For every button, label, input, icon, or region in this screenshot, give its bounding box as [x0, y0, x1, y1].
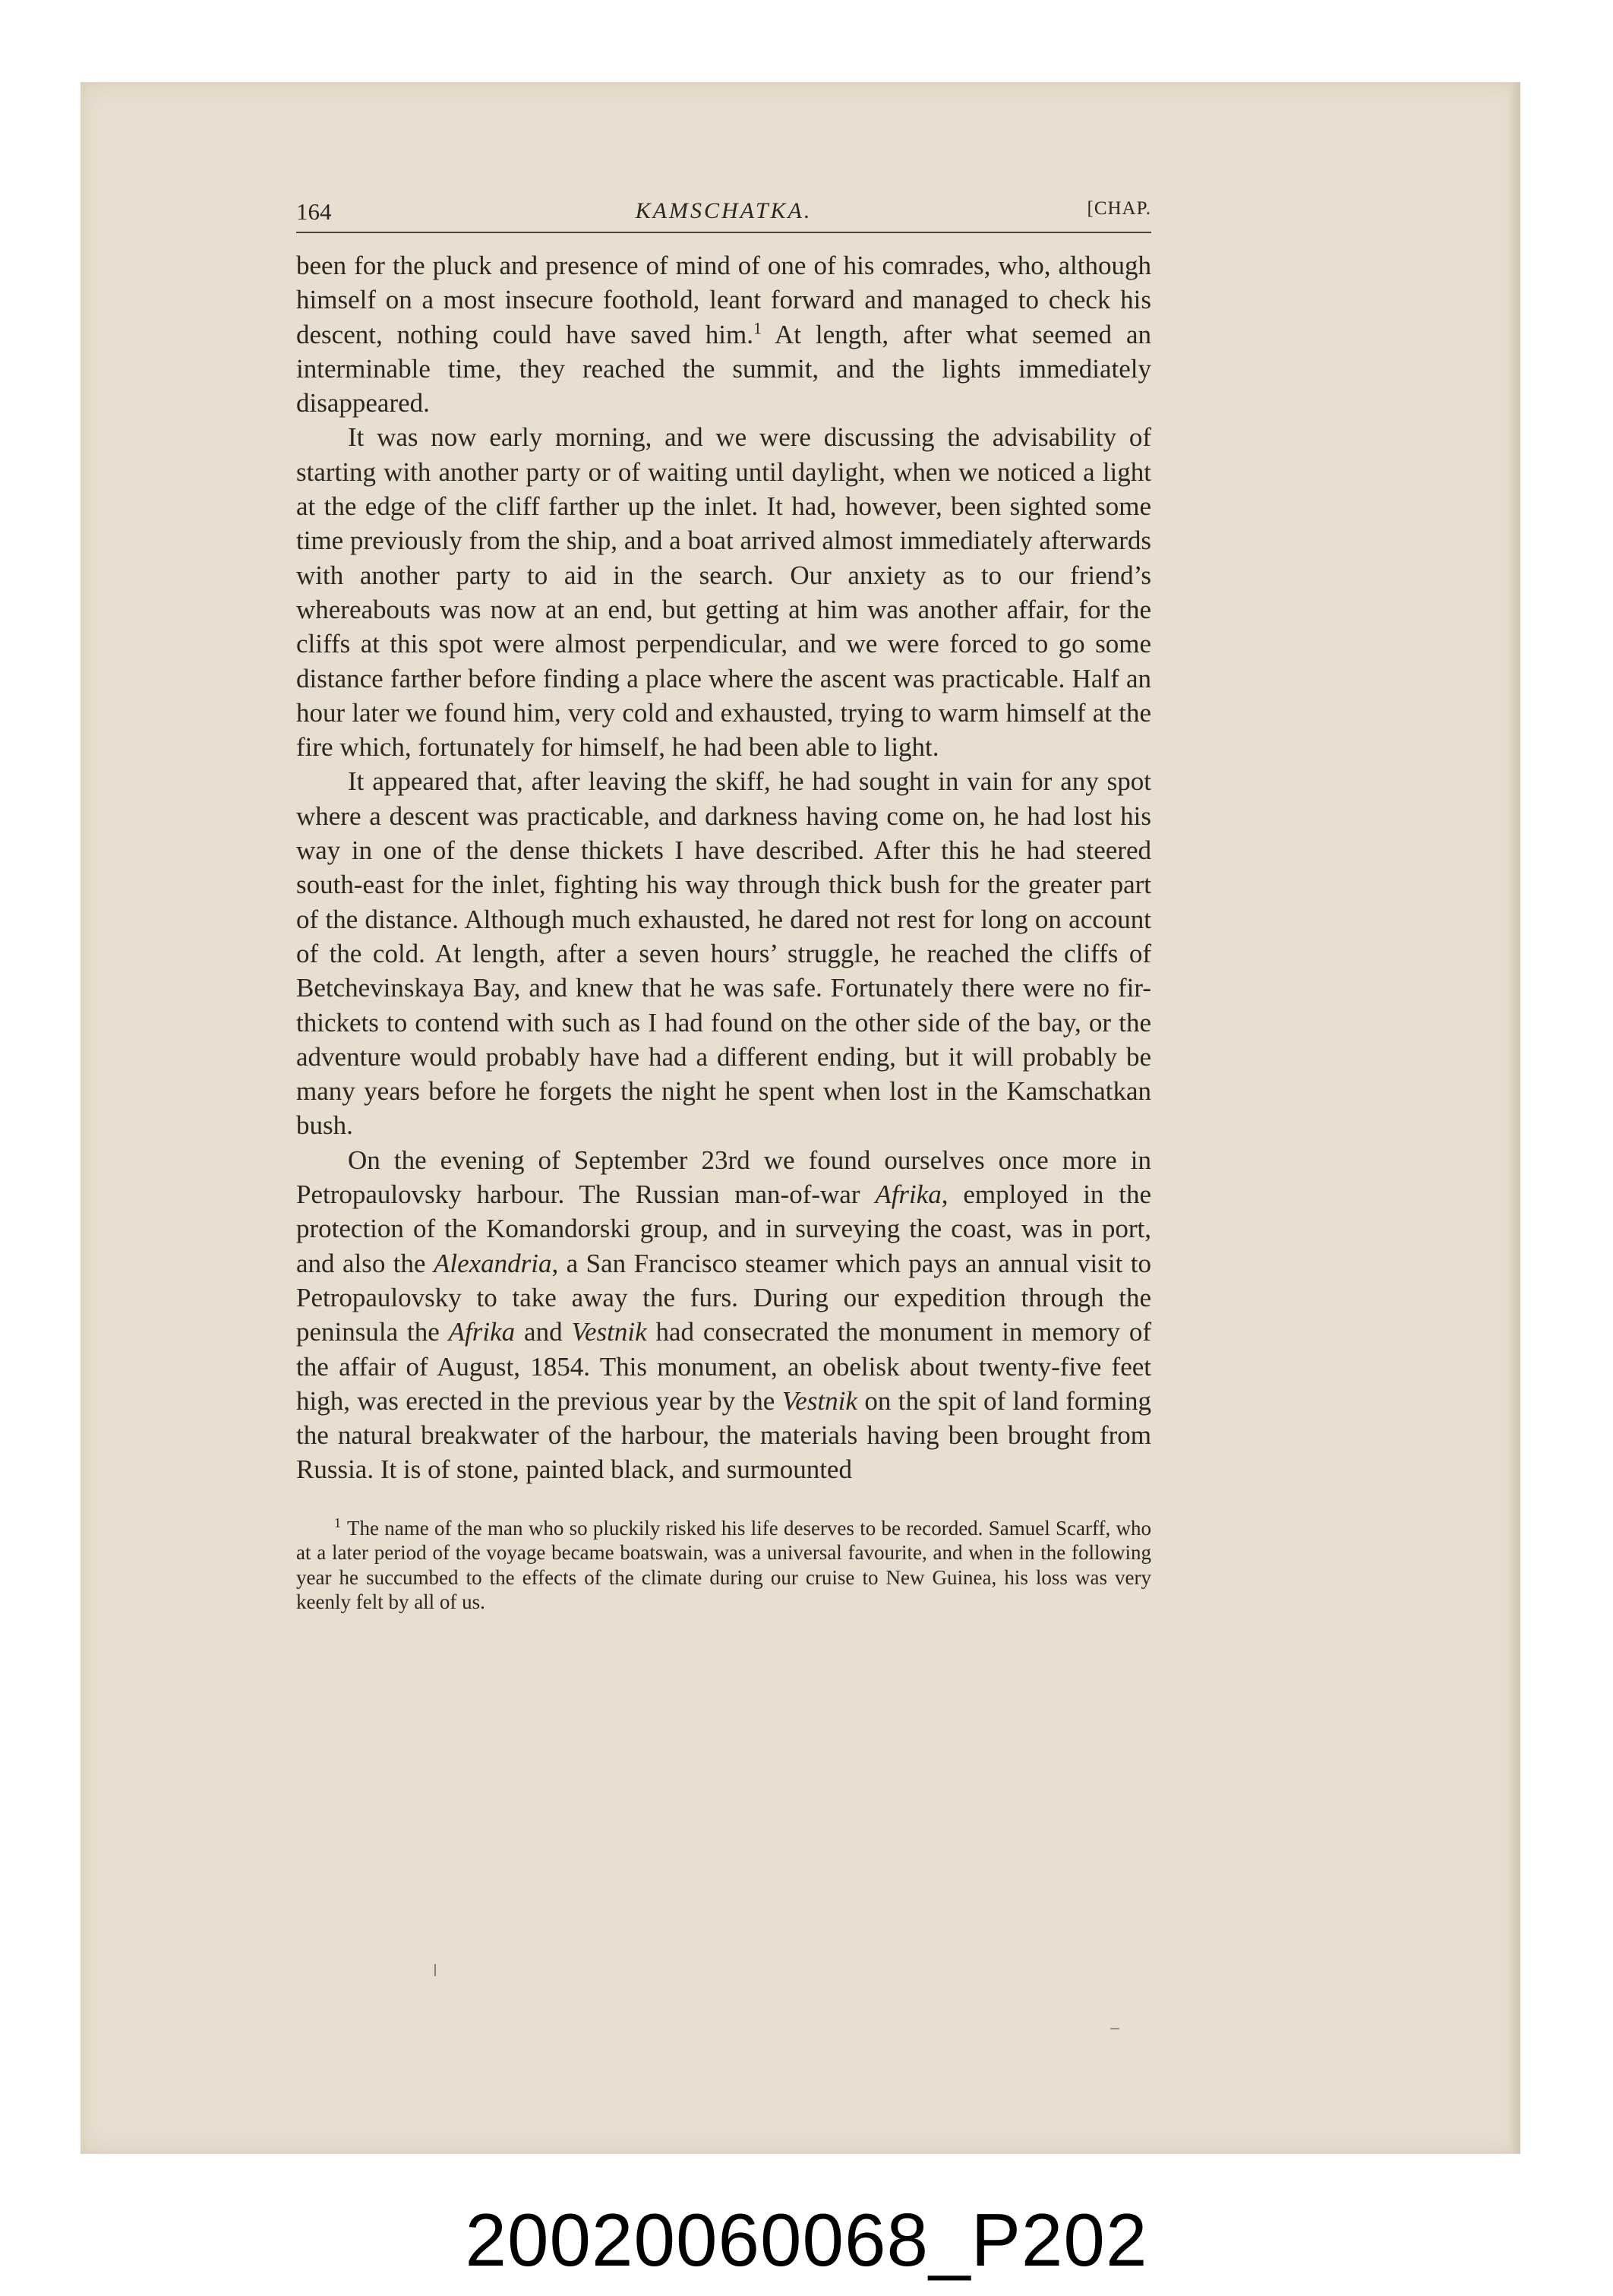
- page-number: 164: [296, 198, 332, 225]
- ship-name-afrika: Afrika: [448, 1317, 516, 1347]
- running-title: KAMSCHATKA.: [635, 198, 813, 223]
- footnote-text: The name of the man who so pluckily risked his life deserves to be recorded. Samuel Scarff, who at a later period of the voyage became boatswain, was a universal favourite, and when in the following year he succumbed to the effects of the climate during our cruise to New Guinea, his loss was very keenly felt by all of us.: [296, 1516, 1151, 1614]
- stray-dash: [1110, 2028, 1119, 2029]
- paragraph-3: It appeared that, after leaving the skiff, he had sought in vain for any spot where a descent was practicable, and darkness having come on, he had lost his way in one of the dense thickets I have described. After this he had steered south-east for the inlet, fighting his way through thick bush for the greater part of the distance. Although much exhausted, he dared not rest for long on account of the cold. At length, after a seven hours’ struggle, he reached the cliffs of Betchevinskaya Bay, and knew that he was safe. Fortunately there were no fir-thickets to contend with such as I had found on the other side of the bay, or the adventure would probably have had a different ending, but it will probably be many years before he forgets the night he spent when lost in the Kamschatkan bush.: [296, 766, 1151, 1141]
- chapter-marker: [CHAP.: [1087, 198, 1151, 219]
- paragraph-4-text: on the spit of land forming the natural breakwater of the harbour, the materials having been brought from Russia. It is of stone, painted black, and surmounted: [296, 1385, 1151, 1485]
- paragraph-4-text: had consecrated the monument in memory of the affair of August, 1854. This monument, an obelisk about twenty-five feet high, was erected in the previous year by the: [296, 1317, 1151, 1416]
- book-page: [296, 194, 1151, 1615]
- paragraph-4: [296, 1143, 1151, 1487]
- archive-id-caption: 20020060068_P202: [465, 2198, 1148, 2282]
- stray-mark: [434, 1964, 436, 1976]
- paragraph-2: It was now early morning, and we were discussing the advisability of starting with another party or of waiting until daylight, when we noticed a light at the edge of the cliff farther up the inlet. It had, however, been sighted some time previously from the ship, and a boat arrived almost immediately afterwards with another party to aid in the search. Our anxiety as to our friend’s whereabouts was now at an end, but getting at him was another affair, for the cliffs at this spot were almost perpendicular, and we were forced to go some distance farther before finding a place where the ascent was practicable. Half an hour later we found him, very cold and exhausted, trying to warm himself at the fire which, fortunately for himself, he had been able to light.: [296, 422, 1151, 763]
- paragraph-4-text: On the evening of September 23rd we found ourselves once more in Petropaulovsky harbour. The Russian man-of-war: [296, 1145, 1151, 1210]
- running-head: [296, 194, 1151, 233]
- footnote-mark: 1: [334, 1514, 341, 1530]
- paragraph-1-text: been for the pluck and presence of mind of one of his comrades, who, although himself on a most insecure foothold, leant forward and managed to check his descent, nothing could have saved him.: [296, 251, 1151, 349]
- ship-name-vestnik: Vestnik: [781, 1385, 857, 1416]
- footnote: [296, 1516, 1151, 1615]
- paragraph-4-text: , employed in the protection of the Komandorski group, and in surveying the coast, was in port, and also the: [296, 1180, 1151, 1278]
- footnote-reference: 1: [753, 317, 762, 337]
- paragraph-4-text: , a San Francisco steamer which pays an annual visit to Petropaulovsky to take away the furs. During our expedition through the peninsula the: [296, 1248, 1151, 1347]
- paragraph-1-text-cont: At length, after what seemed an interminable time, they reached the summit, and the lights immediately disappeared.: [296, 319, 1151, 418]
- ship-name-vestnik: Vestnik: [571, 1317, 647, 1347]
- ship-name-afrika: Afrika: [875, 1180, 942, 1210]
- body-text: [296, 248, 1151, 1487]
- ship-name-alexandria: Alexandria: [433, 1248, 552, 1278]
- paragraph-1: [296, 248, 1151, 420]
- paragraph-4-text: and: [515, 1317, 572, 1347]
- page-edge-shadow: [1510, 82, 1520, 2154]
